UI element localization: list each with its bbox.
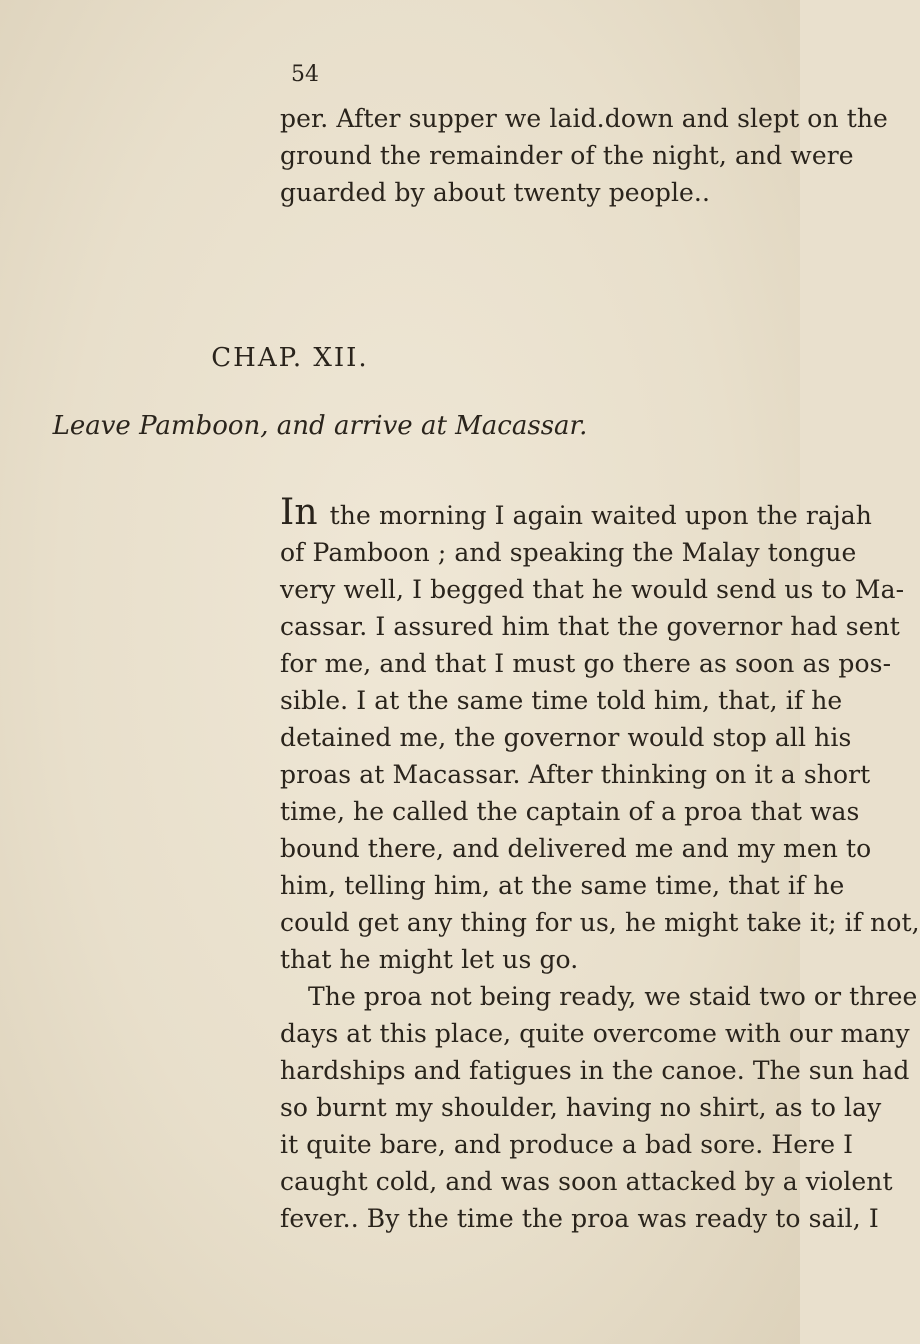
text-line: ground the remainder of the night, and were	[280, 141, 854, 170]
text-line: The proa not being ready, we staid two or three	[308, 982, 918, 1011]
text-line: so burnt my shoulder, having no shirt, as to lay	[280, 1093, 882, 1122]
text-line: detained me, the governor would stop all his	[280, 723, 852, 752]
chapter-subtitle: Leave Pamboon, and arrive at Macassar.	[52, 411, 588, 441]
first-line-text: the morning I again waited upon the rajah	[329, 501, 872, 530]
text-line: per. After supper we laid.down and slept on the	[280, 104, 888, 133]
text-line: sible. I at the same time told him, that, if he	[280, 686, 843, 715]
main-paragraph	[280, 492, 920, 1237]
text-line: time, he called the captain of a proa that was	[280, 797, 860, 826]
first-text-line	[280, 492, 872, 534]
text-line: of Pamboon ; and speaking the Malay tongue	[280, 538, 857, 567]
text-line: fever.. By the time the proa was ready to sail, I	[280, 1204, 879, 1233]
text-line: guarded by about twenty people..	[280, 178, 711, 207]
text-line: cassar. I assured him that the governor had sent	[280, 612, 900, 641]
text-line: bound there, and delivered me and my men to	[280, 834, 872, 863]
text-line: that he might let us go.	[280, 945, 579, 974]
drop-cap: In	[280, 492, 318, 533]
page-number: 54	[291, 62, 319, 87]
text-line: it quite bare, and produce a bad sore. Here I	[280, 1130, 854, 1159]
text-line: caught cold, and was soon attacked by a violent	[280, 1167, 893, 1196]
chapter-heading: CHAP. XII.	[211, 343, 369, 373]
text-line: him, telling him, at the same time, that if he	[280, 871, 845, 900]
text-line: proas at Macassar. After thinking on it a short	[280, 760, 871, 789]
text-line: for me, and that I must go there as soon as pos-	[280, 649, 892, 678]
text-line: could get any thing for us, he might take it; if not,	[280, 908, 920, 937]
top-paragraph	[280, 100, 888, 211]
text-line: hardships and fatigues in the canoe. The sun had	[280, 1056, 910, 1085]
text-line: very well, I begged that he would send us to Ma-	[280, 575, 905, 604]
text-line: days at this place, quite overcome with our many	[280, 1019, 910, 1048]
